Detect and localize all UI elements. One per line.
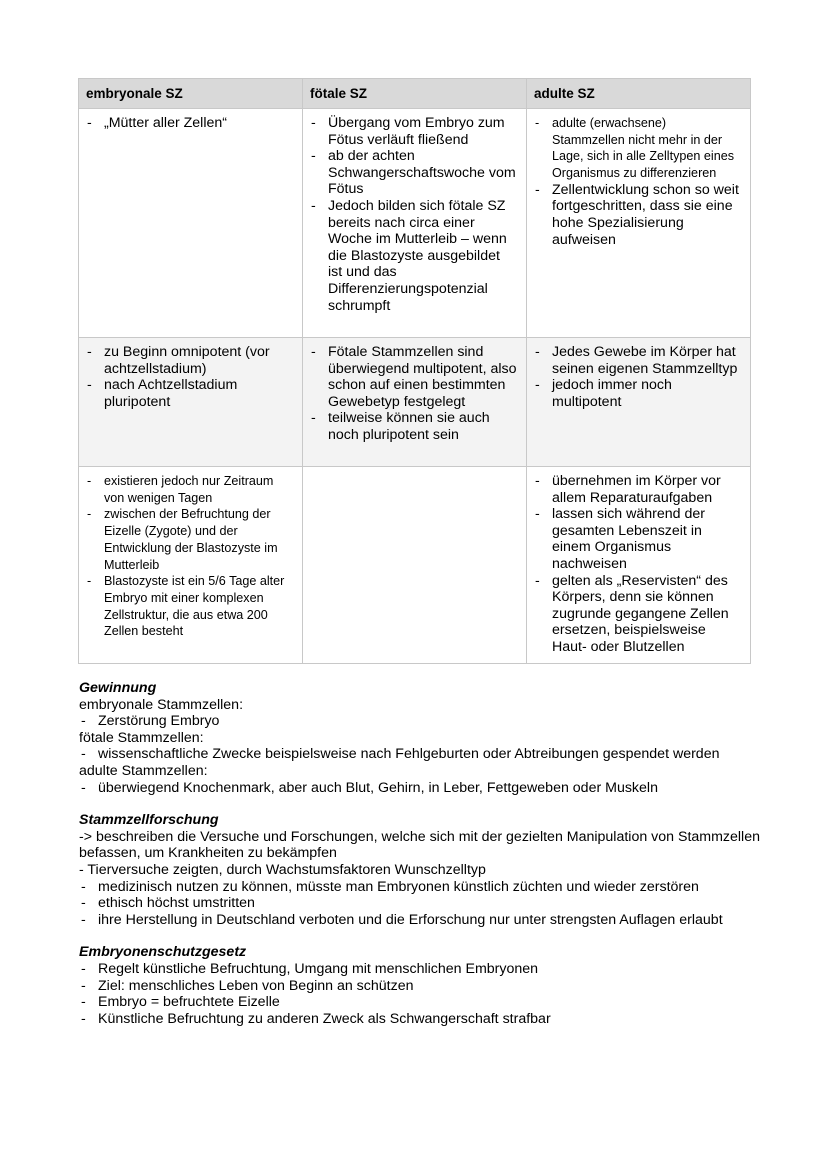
list-item: - Regelt künstliche Befruchtung, Umgang mit menschlichen Embryonen (79, 961, 769, 978)
list-item: - übernehmen im Körper vor allem Reparaturaufgaben (533, 473, 742, 506)
section-stammzellforschung (79, 812, 769, 928)
list-item: - gelten als „Reservisten“ des Körpers, denn sie können zugrunde gegangene Zellen ersetzen, beispielsweise Haut- oder Blutzellen (533, 573, 742, 656)
list-item: - ethisch höchst umstritten (79, 895, 769, 912)
list-item: - Fötale Stammzellen sind überwiegend multipotent, also schon auf einen bestimmten Gewebetyp festgelegt (309, 344, 518, 410)
list-item: - Ziel: menschliches Leben von Beginn an schützen (79, 978, 769, 995)
list-item: - teilweise können sie auch noch pluripotent sein (309, 410, 518, 443)
list-item: - Blastozyste ist ein 5/6 Tage alter Embryo mit einer komplexen Zellstruktur, die aus etwa 200 Zellen besteht (85, 573, 294, 640)
list-item: - ihre Herstellung in Deutschland verboten und die Erforschung nur unter strengsten Auflagen erlaubt (79, 912, 769, 929)
cell-embryonal-details (79, 467, 303, 664)
list-item: - medizinisch nutzen zu können, müsste man Embryonen künstlich züchten und wieder zerstören (79, 879, 769, 896)
cell-foetal-potency (303, 338, 527, 467)
foetal-label: fötale Stammzellen: (79, 729, 204, 746)
list-item: - Künstliche Befruchtung zu anderen Zweck als Schwangerschaft strafbar (79, 1011, 769, 1028)
cell-foetal-details-empty (303, 467, 527, 664)
list-item: - zu Beginn omnipotent (vor achtzellstadium) (85, 344, 294, 377)
cell-adult-properties (527, 109, 751, 338)
section-embryonenschutzgesetz (79, 944, 769, 1027)
table-header-row (79, 79, 751, 109)
list-item: - ab der achten Schwangerschaftswoche vom Fötus (309, 148, 518, 198)
header-embryonale: embryonale SZ (79, 79, 303, 109)
section-gewinnung (79, 680, 769, 796)
notes-sections (79, 680, 769, 1043)
cell-embryonal-potency (79, 338, 303, 467)
list-item: - adulte (erwachsene) Stammzellen nicht mehr in der Lage, sich in alle Zelltypen eines Organismus zu differenzieren (533, 115, 742, 182)
forschung-line: - Tierversuche zeigten, durch Wachstumsfaktoren Wunschzelltyp (79, 861, 486, 878)
cell-adult-potency (527, 338, 751, 467)
table-row (79, 109, 751, 338)
list-item: - Jedes Gewebe im Körper hat seinen eigenen Stammzelltyp (533, 344, 742, 377)
adult-label: adulte Stammzellen: (79, 762, 208, 779)
cell-adult-details (527, 467, 751, 664)
list-item: - lassen sich während der gesamten Lebenszeit in einem Organismus nachweisen (533, 506, 742, 572)
section-title-gewinnung: Gewinnung (79, 680, 157, 696)
list-item: - nach Achtzellstadium pluripotent (85, 377, 294, 410)
cell-foetal-properties (303, 109, 527, 338)
cell-embryonal-properties (79, 109, 303, 338)
section-title-stammzellforschung: Stammzellforschung (79, 812, 219, 829)
list-item: - Zerstörung Embryo (79, 713, 769, 730)
list-item: - existieren jedoch nur Zeitraum von wenigen Tagen (85, 473, 294, 506)
list-item: - überwiegend Knochenmark, aber auch Blut, Gehirn, in Leber, Fettgeweben oder Muskeln (79, 780, 769, 797)
stem-cell-comparison-table (78, 78, 751, 664)
header-adulte: adulte SZ (527, 79, 751, 109)
list-item: - Übergang vom Embryo zum Fötus verläuft fließend (309, 115, 518, 148)
list-item: - Jedoch bilden sich fötale SZ bereits nach circa einer Woche im Mutterleib – wenn die Blastozyste ausgebildet ist und das Differenzierungspotenzial schrumpft (309, 198, 518, 314)
table-row (79, 338, 751, 467)
list-item: - Zellentwicklung schon so weit fortgeschritten, dass sie eine hohe Spezialisierung aufweisen (533, 182, 742, 248)
list-item: - wissenschaftliche Zwecke beispielsweise nach Fehlgeburten oder Abtreibungen gespendet werden (79, 746, 769, 763)
list-item: - zwischen der Befruchtung der Eizelle (Zygote) und der Entwicklung der Blastozyste im Mutterleib (85, 506, 294, 573)
forschung-intro: -> beschreiben die Versuche und Forschungen, welche sich mit der gezielten Manipulation von Stammzellen befassen, um Krankheiten zu bekämpfen (79, 828, 760, 862)
list-item: - jedoch immer noch multipotent (533, 377, 742, 410)
list-item: - „Mütter aller Zellen“ (85, 115, 294, 132)
embryonal-label: embryonale Stammzellen: (79, 696, 244, 713)
table-row (79, 467, 751, 664)
header-foetale: fötale SZ (303, 79, 527, 109)
list-item: - Embryo = befruchtete Eizelle (79, 994, 769, 1011)
section-title-embryonenschutzgesetz: Embryonenschutzgesetz (79, 944, 247, 961)
